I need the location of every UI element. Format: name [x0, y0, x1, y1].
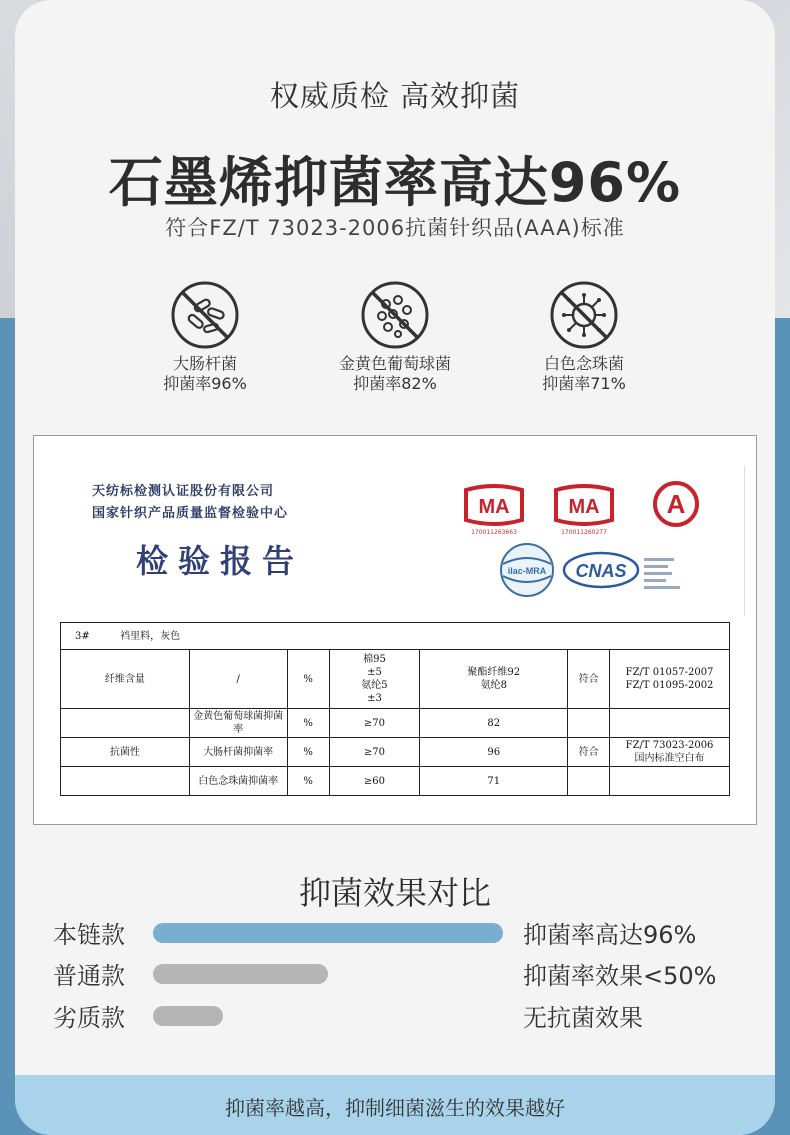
- std-line: 国内标准空白布: [634, 753, 705, 764]
- cma-logo-2: [552, 484, 616, 536]
- std-line: FZ/T 01095-2002: [625, 680, 714, 691]
- headline-standard: 符合FZ/T 73023-2006抗菌针织品(AAA)标准: [165, 216, 625, 240]
- bacteria-name: 金黄色葡萄球菌: [338, 354, 451, 373]
- cma-logo-1-number: 170011263663: [471, 529, 517, 536]
- table-cell: %: [287, 650, 329, 709]
- req-line: 棉95: [363, 654, 386, 665]
- bacteria-rate: 抑菌率82%: [353, 374, 437, 393]
- std-line: FZ/T 73023-2006: [625, 740, 714, 751]
- table-cell: 符合: [568, 738, 610, 767]
- table-cell: 71: [420, 767, 568, 796]
- table-row: [61, 623, 730, 650]
- test-report: [33, 435, 757, 825]
- comparison-label: 普通款: [53, 962, 125, 990]
- cma-logo-2-number: 170011260277: [561, 529, 607, 536]
- table-cell: 金黄色葡萄球菌抑菌率: [189, 709, 287, 738]
- bacteria-item-candida: [509, 280, 659, 394]
- comparison-result: 抑菌率高达96%: [523, 921, 697, 949]
- ilac-text: ilac-MRA: [507, 566, 547, 576]
- comparison-row: [15, 996, 775, 1036]
- footer-text: 抑菌率越高，抑制细菌滋生的效果越好: [225, 1096, 565, 1120]
- table-cell: [61, 709, 190, 738]
- table-cell: 白色念珠菌抑菌率: [189, 767, 287, 796]
- comparison-row: [15, 954, 775, 994]
- table-cell: [329, 650, 420, 709]
- table-cell: /: [189, 650, 287, 709]
- table-row: [61, 738, 730, 767]
- table-cell: [610, 738, 730, 767]
- sample-code: 3#: [75, 630, 90, 642]
- table-cell: %: [287, 738, 329, 767]
- no-fungus-icon: [549, 280, 619, 350]
- table-cell: ≥70: [329, 738, 420, 767]
- report-divider: [744, 466, 745, 616]
- table-row: [61, 767, 730, 796]
- table-cell: [61, 623, 730, 650]
- std-line: FZ/T 01057-2007: [625, 667, 714, 678]
- table-row: [61, 650, 730, 709]
- report-title: 检验报告: [136, 542, 305, 580]
- result-line: 聚酯纤维92: [467, 667, 521, 678]
- req-line: ±5: [367, 667, 382, 678]
- result-line: 氨纶8: [480, 680, 507, 691]
- table-cell: [61, 767, 190, 796]
- headline-title: 石墨烯抑菌率高达96%: [108, 151, 682, 214]
- cnas-caption: [642, 554, 696, 594]
- table-cell: 96: [420, 738, 568, 767]
- comparison-label: 本链款: [53, 921, 125, 949]
- footer-banner: [15, 1075, 775, 1135]
- cma-logo-1: [462, 484, 526, 536]
- bacteria-item-ecoli: [130, 280, 280, 394]
- table-cell: ≥70: [329, 709, 420, 738]
- table-cell: [610, 767, 730, 796]
- table-cell: [568, 767, 610, 796]
- cal-logo: [644, 480, 708, 540]
- table-cell: %: [287, 767, 329, 796]
- table-cell: [610, 650, 730, 709]
- table-cell: [420, 650, 568, 709]
- table-cell: 符合: [568, 650, 610, 709]
- cnas-logo: [562, 550, 640, 590]
- table-row: [61, 709, 730, 738]
- report-table: [60, 622, 730, 796]
- table-cell: 纤维含量: [61, 650, 190, 709]
- comparison-result: 抑菌率效果<50%: [523, 962, 717, 990]
- sample-desc: 裆里料，灰色: [120, 630, 181, 642]
- table-cell: %: [287, 709, 329, 738]
- table-cell: ≥60: [329, 767, 420, 796]
- ilac-mra-logo: [497, 542, 557, 598]
- table-cell: [568, 709, 610, 738]
- bacteria-item-staph: [320, 280, 470, 394]
- bacteria-rate: 抑菌率96%: [163, 374, 247, 393]
- comparison-label: 劣质款: [53, 1004, 125, 1032]
- req-line: ±3: [367, 693, 382, 704]
- bacteria-rate: 抑菌率71%: [542, 374, 626, 393]
- comparison-row: [15, 913, 775, 953]
- report-org-line1: 天纺标检测认证股份有限公司: [92, 484, 275, 499]
- headline-subtitle: 权威质检 高效抑菌: [269, 79, 521, 113]
- svg-text:MA: MA: [478, 496, 510, 518]
- table-cell: 抗菌性: [61, 738, 190, 767]
- req-line: 氨纶5: [361, 680, 388, 691]
- comparison-bar: [153, 1006, 223, 1026]
- comparison-title: 抑菌效果对比: [298, 874, 491, 912]
- no-bacilli-icon: [170, 280, 240, 350]
- table-cell: 82: [420, 709, 568, 738]
- content-card: [15, 0, 775, 1135]
- comparison-bar: [153, 923, 503, 943]
- no-staphylococcus-icon: [360, 280, 430, 350]
- table-cell: 大肠杆菌抑菌率: [189, 738, 287, 767]
- comparison-bar: [153, 964, 328, 984]
- comparison-result: 无抗菌效果: [523, 1004, 643, 1032]
- bacteria-name: 白色念珠菌: [543, 354, 624, 373]
- report-org-line2: 国家针织产品质量监督检验中心: [92, 506, 289, 521]
- bacteria-name: 大肠杆菌: [172, 354, 237, 373]
- table-cell: [610, 709, 730, 738]
- svg-text:A: A: [666, 489, 686, 519]
- svg-text:MA: MA: [568, 496, 600, 518]
- cnas-text: CNAS: [575, 561, 627, 581]
